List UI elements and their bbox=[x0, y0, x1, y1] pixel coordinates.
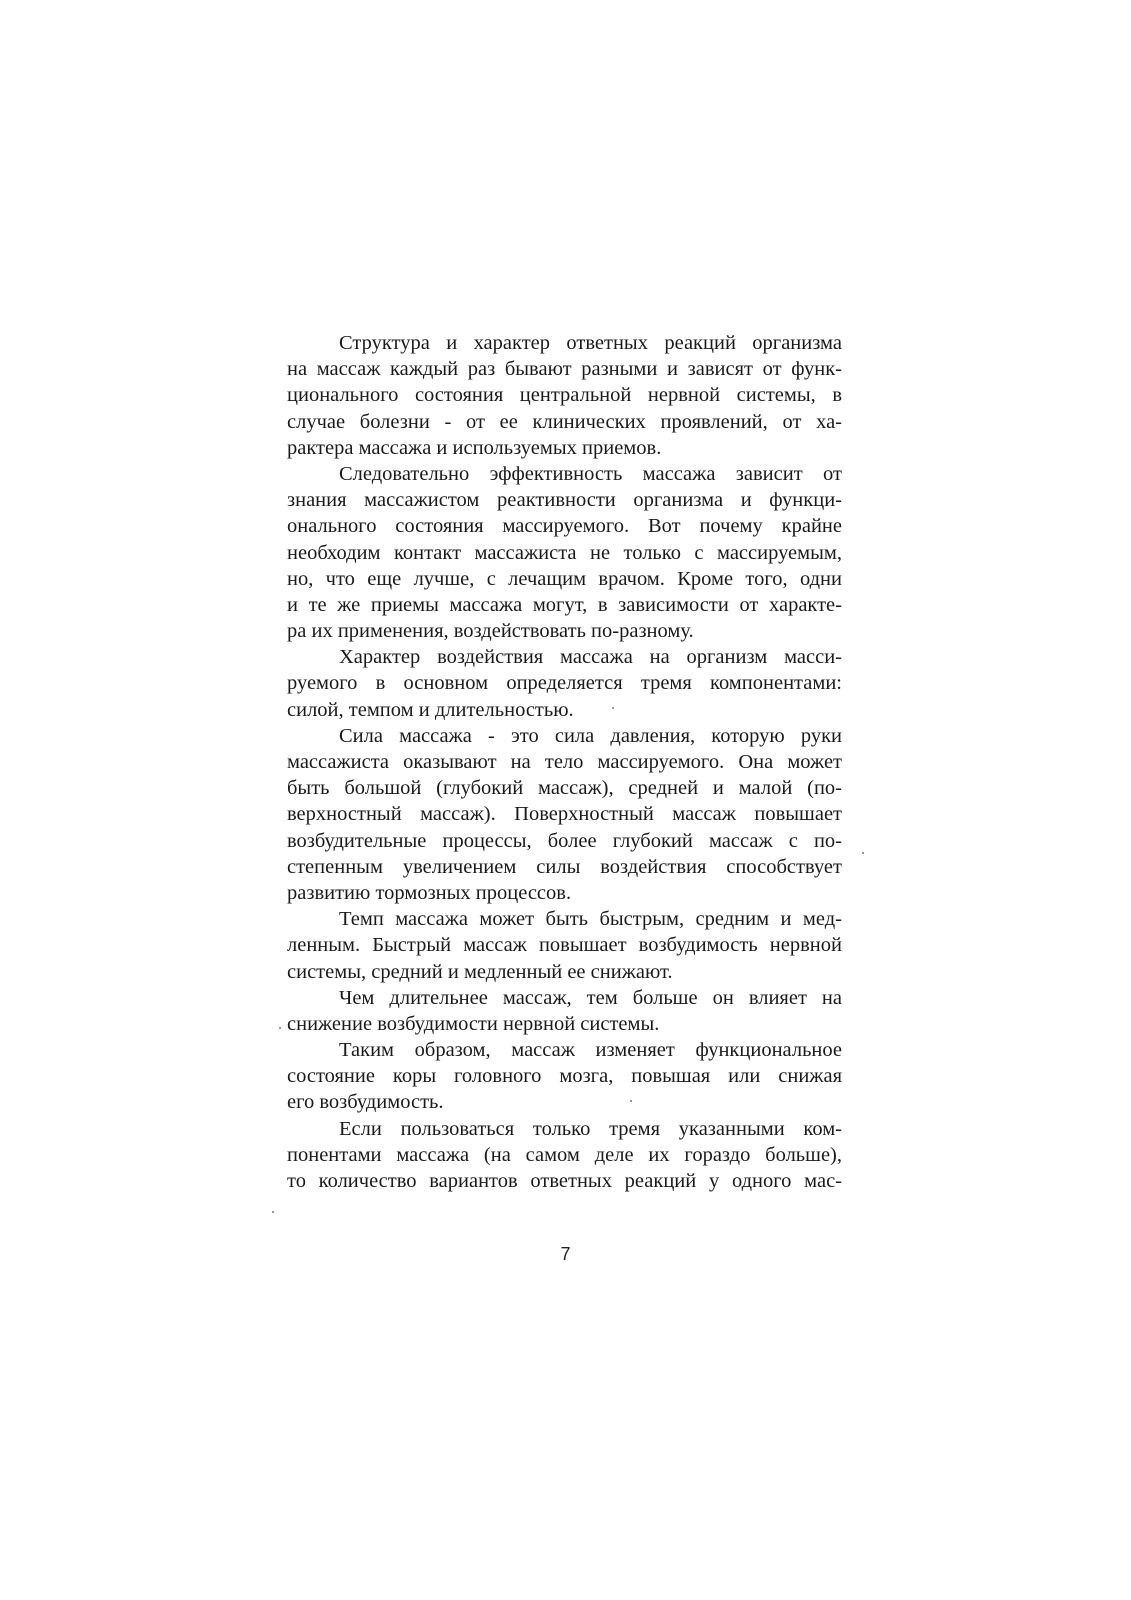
text-line: возбудительные процессы, более глубокий массаж с по- bbox=[287, 829, 842, 852]
scan-speck bbox=[862, 852, 864, 854]
text-line: случае болезни - от ее клинических проявлений, от ха- bbox=[287, 410, 842, 433]
text-line: то количество вариантов ответных реакций у одного мас- bbox=[287, 1170, 842, 1192]
text-line: рактера массажа и используемых приемов. bbox=[287, 436, 662, 459]
text-line: Темп массажа может быть быстрым, средним и мед- bbox=[339, 908, 842, 931]
body-text bbox=[287, 330, 842, 1194]
text-line: Следовательно эффективность массажа зависит от bbox=[339, 462, 842, 485]
text-line: и те же приемы массажа могут, в зависимости от характе- bbox=[287, 593, 842, 616]
paragraph-5 bbox=[287, 906, 842, 985]
paragraph-8 bbox=[287, 1116, 842, 1195]
text-line: снижение возбудимости нервной системы. bbox=[287, 1012, 660, 1035]
text-line: знания массажистом реактивности организма и функци- bbox=[287, 489, 842, 512]
text-line: ционального состояния центральной нервной системы, в bbox=[287, 384, 842, 407]
text-line: его возбудимость. bbox=[287, 1091, 444, 1114]
paragraph-7 bbox=[287, 1037, 842, 1116]
scan-speck bbox=[272, 1211, 274, 1213]
text-line: верхностный массаж). Поверхностный массаж повышает bbox=[287, 803, 842, 826]
text-line: степенным увеличением силы воздействия способствует bbox=[287, 855, 842, 878]
text-line: но, что еще лучше, с лечащим врачом. Кроме того, одни bbox=[287, 567, 842, 590]
paragraph-4 bbox=[287, 723, 842, 906]
text-line: необходим контакт массажиста не только с массируемым, bbox=[287, 541, 842, 564]
text-line: Структура и характер ответных реакций организма bbox=[339, 332, 842, 354]
text-line: Если пользоваться только тремя указанными ком- bbox=[339, 1117, 842, 1140]
text-line: состояние коры головного мозга, повышая или снижая bbox=[287, 1065, 842, 1088]
text-line: понентами массажа (на самом деле их гораздо больше), bbox=[287, 1143, 842, 1166]
text-line: массажиста оказывают на тело массируемого. Она может bbox=[287, 751, 842, 773]
text-line: развитию тормозных процессов. bbox=[287, 881, 572, 904]
text-line: ленным. Быстрый массаж повышает возбудимость нервной bbox=[287, 934, 842, 957]
text-line: силой, темпом и длительностью. bbox=[287, 698, 574, 721]
scan-speck bbox=[612, 707, 614, 709]
text-line: Чем длительнее массаж, тем больше он влияет на bbox=[339, 986, 842, 1009]
text-line: системы, средний и медленный ее снижают. bbox=[287, 960, 673, 983]
text-line: на массаж каждый раз бывают разными и зависят от функ- bbox=[287, 358, 842, 381]
paragraph-2 bbox=[287, 461, 842, 644]
text-line: Сила массажа - это сила давления, которую руки bbox=[339, 724, 842, 747]
paragraph-3 bbox=[287, 644, 842, 723]
page-number: 7 bbox=[560, 1244, 571, 1264]
scan-speck bbox=[279, 1027, 281, 1029]
text-line: быть большой (глубокий массаж), средней и малой (по- bbox=[287, 777, 842, 800]
paragraph-6 bbox=[287, 985, 842, 1037]
text-line: Таким образом, массаж изменяет функциональное bbox=[339, 1039, 842, 1062]
text-line: Характер воздействия массажа на организм масси- bbox=[339, 646, 842, 669]
text-line: онального состояния массируемого. Вот почему крайне bbox=[287, 515, 842, 538]
text-line: руемого в основном определяется тремя компонентами: bbox=[287, 672, 842, 695]
text-line: ра их применения, воздействовать по-разному. bbox=[287, 620, 694, 643]
scan-speck bbox=[630, 1100, 632, 1102]
paragraph-1 bbox=[287, 330, 842, 461]
